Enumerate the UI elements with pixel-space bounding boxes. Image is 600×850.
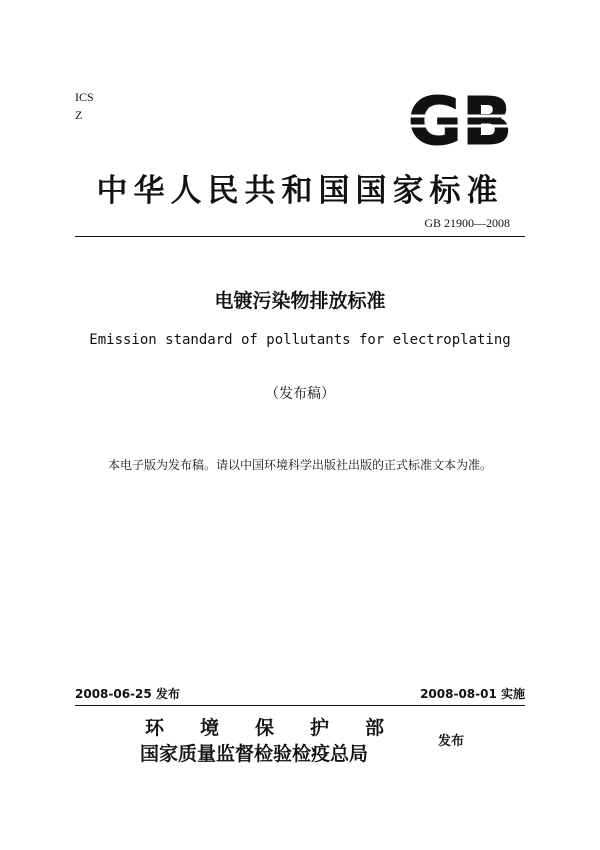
header-divider [75,236,525,237]
document-title-english: Emission standard of pollutants for electroplating [89,332,511,348]
issuer-ministry: 环境保护部 [145,717,421,739]
issuer-aqsiq: 国家质量监督检验检疫总局 [140,743,369,765]
ics-block [75,88,94,124]
national-standard-title: 中华人民共和国国家标准 [96,173,504,209]
gb-logo-text: GB [408,90,512,152]
standard-number: GB 21900—2008 [424,216,510,230]
classification-code: Z [75,108,83,122]
publish-label: 发布 [438,734,465,749]
draft-label: （发布稿） [265,386,335,402]
issue-date: 2008-06-25 发布 [75,687,180,701]
edition-notice: 本电子版为发布稿。请以中国环境科学出版社出版的正式标准文本为准。 [107,458,492,472]
implementation-date: 2008-08-01 实施 [420,687,525,701]
gb-logo [408,90,512,152]
ics-label: ICS [75,90,94,104]
document-title: 电镀污染物排放标准 [214,290,386,312]
footer-divider [75,705,525,706]
